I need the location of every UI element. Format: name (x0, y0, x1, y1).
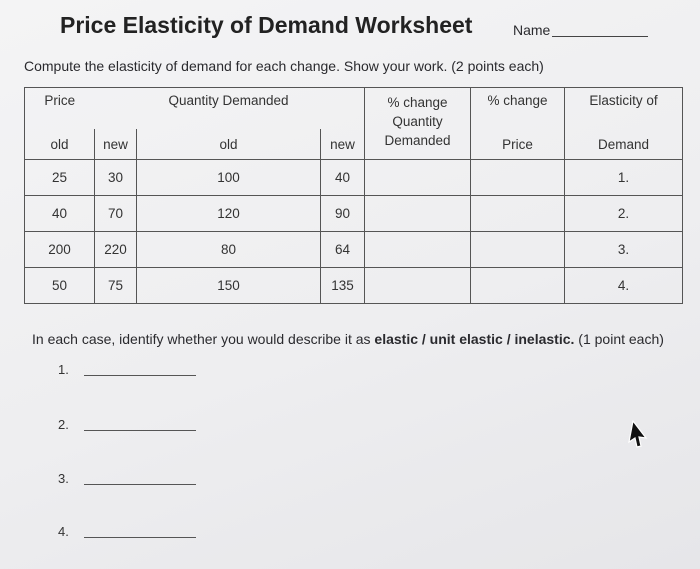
name-field[interactable] (552, 36, 648, 37)
answer-line-3[interactable] (84, 471, 196, 485)
pct-price-cell[interactable] (471, 196, 565, 232)
answer-number-2: 2. (58, 417, 69, 432)
elasticity-cell[interactable]: 1. (565, 160, 683, 196)
price-old-cell: 200 (25, 232, 95, 268)
pct-qd-cell[interactable] (365, 196, 471, 232)
header-qty-new: new (321, 129, 365, 160)
qty-old-cell: 120 (137, 196, 321, 232)
table-row (25, 268, 683, 304)
qty-new-cell: 64 (321, 232, 365, 268)
price-new-cell: 30 (95, 160, 137, 196)
price-old-cell: 50 (25, 268, 95, 304)
instructions: Compute the elasticity of demand for each change. Show your work. (2 points each) (24, 58, 544, 74)
elasticity-cell[interactable]: 3. (565, 232, 683, 268)
answer-number-4: 4. (58, 524, 69, 539)
pct-price-cell[interactable] (471, 232, 565, 268)
price-old-cell: 40 (25, 196, 95, 232)
qty-old-cell: 80 (137, 232, 321, 268)
pct-price-cell[interactable] (471, 160, 565, 196)
answer-number-1: 1. (58, 362, 69, 377)
answer-line-4[interactable] (84, 524, 196, 538)
header-price-old: old (25, 129, 95, 160)
header-pct-change-qd: % change Quantity Demanded (365, 88, 471, 160)
qty-old-cell: 150 (137, 268, 321, 304)
elasticity-cell[interactable]: 4. (565, 268, 683, 304)
table-row (25, 232, 683, 268)
elasticity-table (24, 87, 683, 304)
header-empty (321, 88, 365, 130)
header-pct-change-price-bottom: Price (471, 129, 565, 160)
answer-line-2[interactable] (84, 417, 196, 431)
question-2-prompt (32, 331, 664, 347)
header-quantity-demanded: Quantity Demanded (137, 88, 321, 130)
question-2-prefix: In each case, identify whether you would describe it as (32, 331, 375, 347)
table-header-row-top (25, 88, 683, 130)
qty-new-cell: 135 (321, 268, 365, 304)
elasticity-cell[interactable]: 2. (565, 196, 683, 232)
price-new-cell: 70 (95, 196, 137, 232)
table-row (25, 160, 683, 196)
table-row (25, 196, 683, 232)
header-price-new: new (95, 129, 137, 160)
header-qty-old: old (137, 129, 321, 160)
pct-qd-cell[interactable] (365, 232, 471, 268)
answer-line-1[interactable] (84, 362, 196, 376)
pct-price-cell[interactable] (471, 268, 565, 304)
header-elasticity-top: Elasticity of (565, 88, 683, 130)
name-label: Name (513, 22, 551, 38)
question-2-suffix: (1 point each) (574, 331, 664, 347)
price-new-cell: 75 (95, 268, 137, 304)
worksheet-title: Price Elasticity of Demand Worksheet (60, 12, 473, 38)
pct-qd-cell[interactable] (365, 268, 471, 304)
answer-number-3: 3. (58, 471, 69, 486)
header-pct-change-price-top: % change (471, 88, 565, 130)
qty-new-cell: 90 (321, 196, 365, 232)
header-empty (95, 88, 137, 130)
qty-old-cell: 100 (137, 160, 321, 196)
table-header-row-bottom (25, 129, 683, 160)
pct-qd-cell[interactable] (365, 160, 471, 196)
qty-new-cell: 40 (321, 160, 365, 196)
mouse-pointer-icon (624, 420, 650, 453)
question-2-choices: elastic / unit elastic / inelastic. (374, 331, 575, 347)
header-elasticity-bottom: Demand (565, 129, 683, 160)
price-new-cell: 220 (95, 232, 137, 268)
price-old-cell: 25 (25, 160, 95, 196)
header-price: Price (25, 88, 95, 130)
